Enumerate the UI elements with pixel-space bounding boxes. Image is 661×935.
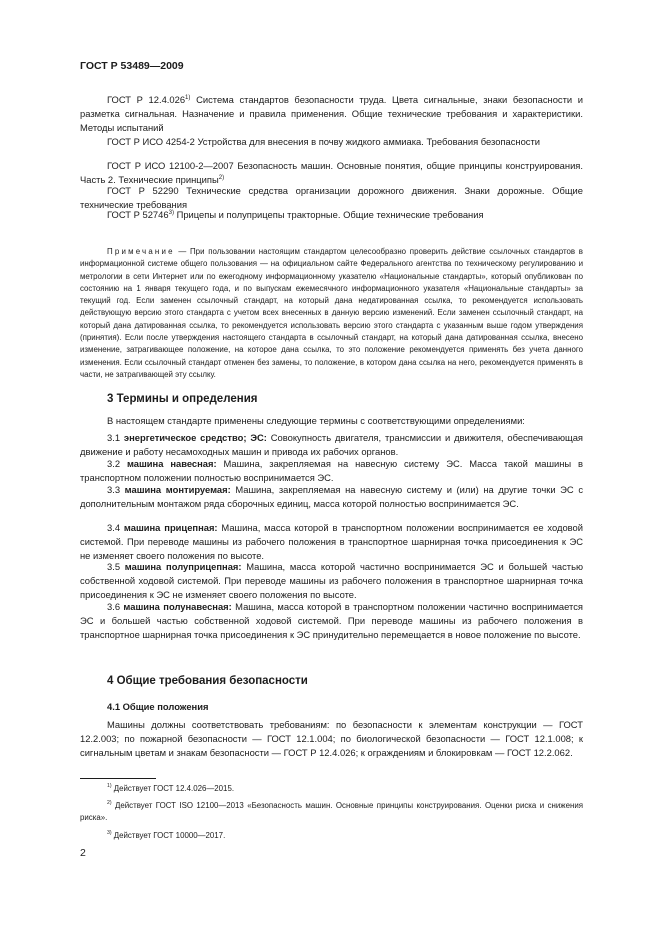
- footnote: [80, 783, 583, 795]
- reference-text: ГОСТ Р 12.4.026: [107, 94, 186, 105]
- term-definition: 3.4 машина прицепная: Машина, масса которой в транспортном положении воспринимается ее ходовой системой. При переводе машины из рабочего положения в транспортное шарнирная точка присоединения к ЭС не изменяет своего положения по высоте.: [80, 522, 584, 562]
- reference-item: [80, 208, 583, 222]
- footnote-text: Действует ГОСТ ISO 12100—2013 «Безопасность машин. Основные принципы конструирования. Оценки риска и снижения риска».: [80, 801, 583, 823]
- term: энергетическое средство; ЭС:: [123, 432, 267, 443]
- term-definition: 3.2 машина навесная: Машина, закрепляемая на навесную систему ЭС. Масса такой машины в транспортном положении полностью воспринимается ЭС.: [80, 458, 583, 484]
- term-definition: 3.1 энергетическое средство; ЭС: Совокупность двигателя, трансмиссии и движителя, обеспечивающая движение и работу несамоходных машин и привода их рабочих органов.: [80, 432, 584, 458]
- term: машина монтируемая:: [124, 484, 231, 495]
- section-3-heading: 3 Термины и определения: [107, 393, 258, 405]
- note-block: [80, 246, 583, 381]
- footnote: [80, 800, 583, 825]
- reference-item: [80, 93, 583, 136]
- note-text: — При пользовании настоящим стандартом целесообразно проверить действие ссылочных стандартов в информационной системе общего пользования — на официальном сайте Федерального агентства по техническому регулированию и метрологии в сети Интернет или по ежегодному информационному указателю «Национальные стандарты», который опубликован по состоянию на 1 января текущего года, и по выпускам ежемесячного информационного указателя «Национальные стандарты» за текущий год. Если заменен ссылочный стандарт, на который дана недатированная ссылка, то рекомендуется использовать действующую версию этого стандарта с учетом всех внесенных в данную версию изменений. Если заменен ссылочный стандарт, на который дана датированная ссылка, то рекомендуется использовать версию этого стандарта с указанным выше годом утверждения (принятия). Если после утверждения настоящего стандарта в ссылочный стандарт, на который дана датированная ссылка, внесено изменение, затрагивающее положение, на которое дана ссылка, то это положение рекомендуется применять без учета данного изменения. Если ссылочный стандарт отменен без замены, то положение, в котором дана ссылка на него, рекомендуется применять в части, не затрагивающей эту ссылку.: [80, 247, 583, 379]
- footnote-mark: 1): [107, 783, 112, 789]
- term: машина полунавесная:: [123, 601, 232, 612]
- footnote-mark: 3): [168, 209, 174, 216]
- reference-text: Система стандартов безопасности труда. Цвета сигнальные, знаки безопасности и разметка сигнальная. Назначение и правила применения. Общие технические требования и характеристики. Методы испытаний: [80, 94, 583, 134]
- footnote-mark: 1): [185, 94, 191, 101]
- subsection-4-1-heading: 4.1 Общие положения: [107, 701, 209, 712]
- footnote-text: Действует ГОСТ 12.4.026—2015.: [111, 784, 235, 793]
- term: машина полуприцепная:: [124, 561, 242, 572]
- term-definition: 3.5 машина полуприцепная: Машина, масса которой частично воспринимается ЭС и большей частью собственной ходовой системой. При переводе машины из рабочего положения в транспортное шарнирная точка присоединения к ЭС не изменяет своего положения по высоте.: [80, 561, 584, 601]
- footnote-text: Действует ГОСТ 10000—2017.: [111, 831, 226, 840]
- definition: Машина, масса которой частично воспринимается ЭС и большей частью собственной ходовой системой. При переводе машины из рабочего положения в транспортное шарнирная точка присоединения к ЭС не изменяет своего положения по высоте.: [80, 561, 584, 601]
- footnote-mark: 3): [107, 830, 112, 836]
- page-number: 2: [80, 847, 86, 859]
- reference-item: ГОСТ Р ИСО 4254-2 Устройства для внесения в почву жидкого аммиака. Требования безопасности: [107, 136, 541, 147]
- term: машина прицепная:: [123, 522, 218, 533]
- definition: Машина, масса которой в транспортном положении воспринимается ее ходовой системой. При переводе машины из рабочего положения в транспортное шарнирная точка присоединения к ЭС не изменяет своего положения по высоте.: [80, 522, 584, 562]
- reference-text: ГОСТ Р 52746: [107, 209, 169, 220]
- reference-text: ГОСТ Р ИСО 12100-2—2007 Безопасность машин. Основные понятия, общие принципы конструирования. Часть 2. Технические принципы: [80, 160, 583, 186]
- term-definition: 3.6 машина полунавесная: Машина, масса которой в транспортном положении частично воспринимается ЭС и большей частью собственной ходовой системой. При переводе машины из рабочего положения в транспортное шарнирная точка присоединения к ЭС принудительно перемещается в новое положение по высоте.: [80, 601, 583, 641]
- term: машина навесная:: [126, 458, 217, 469]
- definition: Машина, масса которой в транспортном положении частично воспринимается ЭС и большей частью собственной ходовой системой. При переводе машины из рабочего положения в транспортное шарнирная точка присоединения к ЭС принудительно перемещается в новое положение по высоте.: [80, 601, 583, 641]
- reference-item: ГОСТ Р 52290 Технические средства организации дорожного движения. Знаки дорожные. Общие технические требования: [80, 185, 583, 211]
- definition: Машина, закрепляемая на навесную систему ЭС. Масса такой машины в транспортном положении полностью воспринимается ЭС.: [80, 458, 583, 484]
- footnote-separator: [80, 778, 156, 779]
- footnote: [80, 830, 583, 842]
- definition: Машина, закрепляемая на навесную систему и (или) на другие точки ЭС с дополнительным монтажом ряда сборочных единиц, масса которой полностью воспринимается ЭС.: [80, 484, 584, 510]
- footnote-mark: 2): [218, 174, 225, 182]
- section-3-intro: В настоящем стандарте применены следующие термины с соответствующими определениями:: [107, 415, 525, 426]
- standard-header: ГОСТ Р 53489—2009: [80, 60, 184, 72]
- definition: Совокупность двигателя, трансмиссии и движителя, обеспечивающая движение и работу несамоходных машин и привода их рабочих органов.: [80, 432, 584, 458]
- section-4-heading: 4 Общие требования безопасности: [107, 675, 308, 687]
- reference-text: Прицепы и полуприцепы тракторные. Общие технические требования: [173, 209, 484, 220]
- footnote-mark: 2): [107, 800, 112, 806]
- note-label: Примечание: [107, 247, 175, 256]
- section-4-paragraph: Машины должны соответствовать требованиям: по безопасности к элементам конструкции — ГОСТ 12.2.003; по пожарной безопасности — ГОСТ 12.1.004; по биологической безопасности — ГОСТ 12.1.008; к сигнальным цветам и знакам безопасности — ГОСТ Р 12.4.026; к ограждениям и блокировкам — ГОСТ 12.2.062.: [80, 719, 583, 759]
- term-definition: 3.3 машина монтируемая: Машина, закрепляемая на навесную систему и (или) на другие точки ЭС с дополнительным монтажом ряда сборочных единиц, масса которой полностью воспринимается ЭС.: [80, 484, 584, 510]
